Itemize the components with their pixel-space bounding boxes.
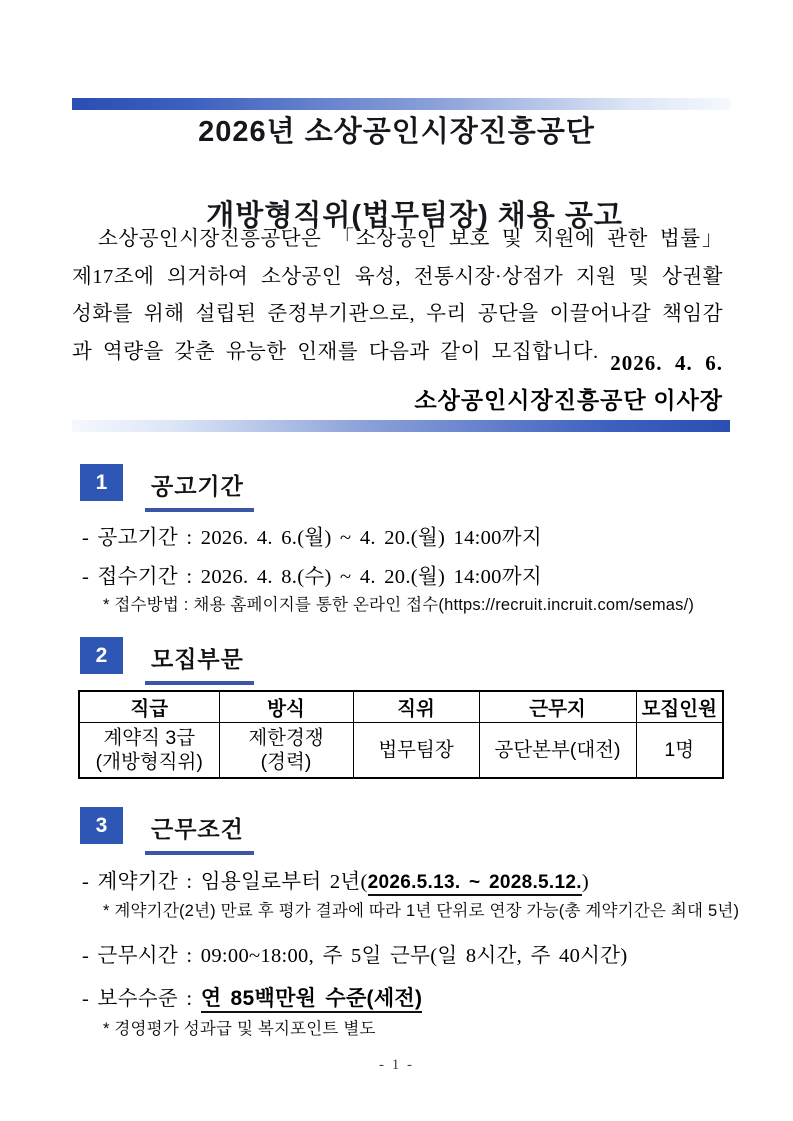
- salary-amount: 연 85백만원 수준(세전): [201, 987, 423, 1013]
- bottom-accent-bar: [72, 420, 730, 432]
- salary-extra-note: * 경영평가 성과급 및 복지포인트 별도: [103, 1020, 376, 1038]
- document-title-line2: 개방형직위(법무팀장) 채용 공고: [206, 200, 623, 232]
- cell-headcount: 1명: [636, 723, 723, 779]
- cell-position: 법무팀장: [353, 723, 479, 779]
- recruitment-table: [78, 690, 724, 779]
- column-header-method: 방식: [219, 691, 353, 723]
- column-header-grade: 직급: [79, 691, 219, 723]
- column-header-headcount: 모집인원: [636, 691, 723, 723]
- section-2-title: 모집부문: [145, 638, 254, 685]
- section-3-header: [80, 807, 254, 855]
- working-hours-item: - 근무시간 : 09:00~18:00, 주 5일 근무(일 8시간, 주 40시간): [82, 945, 628, 967]
- table-header-row: [79, 691, 723, 723]
- salary-label: - 보수수준 :: [82, 988, 201, 1010]
- column-header-workplace: 근무지: [479, 691, 636, 723]
- section-1-title: 공고기간: [145, 465, 254, 512]
- section-2-header: [80, 637, 254, 685]
- section-2-number-badge: 2: [80, 637, 123, 674]
- top-accent-bar: [72, 98, 730, 110]
- cell-method-line2: (경력): [260, 751, 312, 773]
- announcement-date: 2026. 4. 6.: [610, 351, 723, 375]
- section-3-title: 근무조건: [145, 808, 254, 855]
- column-header-position: 직위: [353, 691, 479, 723]
- intro-paragraph: 소상공인시장진흥공단은 「소상공인 보호 및 지원에 관한 법률」 제17조에 의거하여 소상공인 육성, 전통시장·상점가 지원 및 상권활성화를 위해 설립된 준정부기관으로, 우리 공단을 이끌어나갈 책임감과 역량을 갖춘 유능한 인재를 다음과 같이 모집합니다.: [72, 228, 723, 363]
- cell-method: [219, 723, 353, 779]
- contract-period-item: [82, 864, 589, 894]
- contract-extension-note: * 계약기간(2년) 만료 후 평가 결과에 따라 1년 단위로 연장 가능(총 계약기간은 최대 5년): [103, 902, 740, 920]
- section-3-number-badge: 3: [80, 807, 123, 844]
- application-method-note: * 접수방법 : 채용 홈페이지를 통한 온라인 접수(https://recruit.incruit.com/semas/): [103, 596, 695, 614]
- contract-period-text: - 계약기간 : 임용일로부터 2년(: [82, 871, 368, 893]
- cell-workplace: 공단본부(대전): [479, 723, 636, 779]
- issuer-signature: 소상공인시장진흥공단 이사장: [414, 388, 723, 413]
- announcement-period-item: - 공고기간 : 2026. 4. 6.(월) ~ 4. 20.(월) 14:00까지: [82, 527, 542, 549]
- table-row: [79, 723, 723, 779]
- contract-period-dates: 2026.5.13. ~ 2028.5.12.: [368, 872, 582, 896]
- section-1-number-badge: 1: [80, 464, 123, 501]
- cell-grade-line2: (개방형직위): [95, 751, 203, 773]
- cell-grade: [79, 723, 219, 779]
- application-period-item: - 접수기간 : 2026. 4. 8.(수) ~ 4. 20.(월) 14:00까지: [82, 566, 542, 588]
- contract-period-suffix: ): [581, 871, 589, 893]
- section-1-header: [80, 464, 254, 512]
- cell-grade-line1: 계약직 3급: [103, 727, 196, 749]
- salary-item: [82, 981, 422, 1012]
- cell-method-line1: 제한경쟁: [248, 727, 324, 749]
- document-title-line1: 2026년 소상공인시장진흥공단: [198, 116, 595, 148]
- page-number: - 1 -: [379, 1057, 414, 1073]
